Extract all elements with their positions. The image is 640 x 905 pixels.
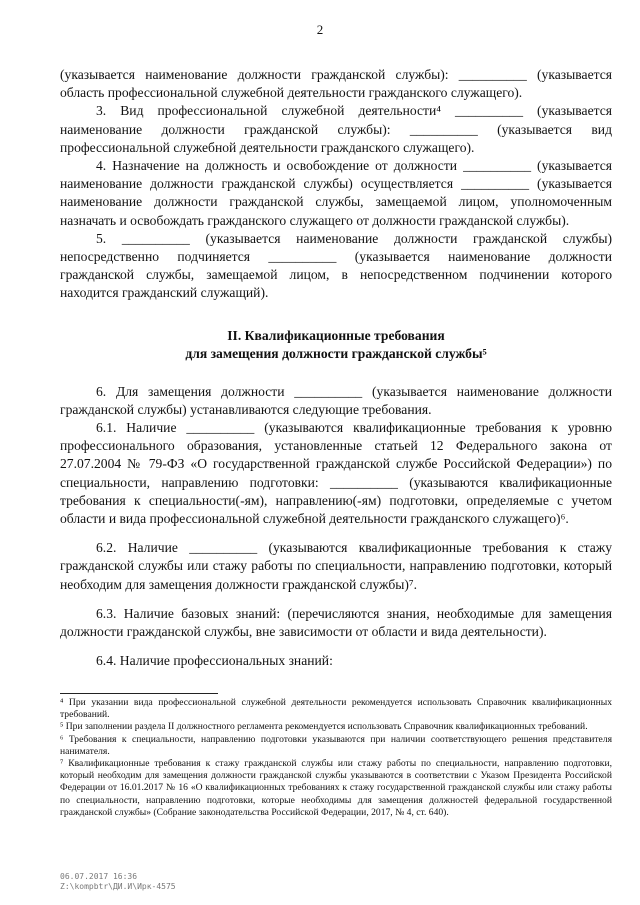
paragraph-5: 5. __________ (указывается наименование должности гражданской службы) непосредственно подчиняется __________ (указывается наименование должности гражданской службы, замещаемой лицом, в непосредственном подчинении которого находится гражданский служащий). — [60, 230, 612, 301]
document-body — [60, 66, 612, 670]
requirement-6-2: 6.2. Наличие __________ (указываются квалификационные требования к стажу гражданской службы или стажу работы по специальности, направлению подготовки, который необходим для замещения должности гражданской службы)⁷. — [60, 540, 612, 592]
footnote-7: ⁷ Квалификационные требования к стажу гражданской службы или стажу работы по специальности, направлению подготовки, который необходим для замещения должности гражданской службы указываются в соответствии с Указом Президента Российской Федерации от 16.01.2017 № 16 «О квалификационных требованиях к стажу государственной гражданской службы или стажу работы по специальности, направлению подготовки, которые необходимы для замещения должностей федеральной государственной гражданской службы» (Собрание законодательства Российской Федерации, 2017, № 4, ст. 640). — [60, 758, 612, 818]
requirement-6-3: 6.3. Наличие базовых знаний: (перечисляются знания, необходимые для замещения должности гражданской службы, вне зависимости от области и вида деятельности). — [60, 605, 612, 640]
section-heading-line-1: II. Квалификационные требования — [227, 327, 445, 343]
section-heading — [60, 327, 612, 363]
footnote-5: ⁵ При заполнении раздела II должностного регламента рекомендуется использовать Справочник квалификационных требований. — [60, 721, 588, 733]
footer-stamp — [60, 872, 176, 892]
footnotes — [60, 693, 612, 819]
page-number: 2 — [316, 22, 324, 37]
paragraph-3: 3. Вид профессиональной служебной деятельности⁴ __________ (указывается наименование должности гражданской службы): __________ (указывается вид профессиональной служебной деятельности гражданского служащего). — [60, 103, 612, 155]
footer-file-path: Z:\kompbtr\ДИ.И\Ирк-4575 — [60, 882, 176, 891]
requirement-6: 6. Для замещения должности __________ (указывается наименование должности гражданской службы) устанавливаются следующие требования. — [60, 383, 612, 417]
paragraph-4: 4. Назначение на должность и освобождение от должности __________ (указывается наименование должности гражданской службы) осуществляется __________ (указывается наименование должности гражданской службы, замещаемой лицом, уполномоченным назначать и освобождать гражданского служащего от должности гражданской службы). — [60, 158, 612, 228]
footnote-6: ⁶ Требования к специальности, направлению подготовки указываются при наличии соответствующего решения представителя нанимателя. — [60, 733, 612, 757]
footer-date: 06.07.2017 16:36 — [60, 872, 138, 881]
footnote-4: ⁴ При указании вида профессиональной служебной деятельности рекомендуется использовать Справочник квалификационных требований. — [60, 697, 612, 721]
requirement-6-1: 6.1. Наличие __________ (указываются квалификационные требования к уровню профессионального образования, установленные статьей 12 Федерального закона от 27.07.2004 № 79-ФЗ «О государственной гражданской службе Российской Федерации») по специальности, направлению подготовки: __________ (указываются квалификационные требования к специальности(-ям), направлению(-ям) подготовки, определяемые с учетом области и вида профессиональной служебной деятельности гражданского служащего)⁶. — [60, 420, 612, 527]
requirement-6-4: 6.4. Наличие профессиональных знаний: — [96, 653, 333, 669]
section-heading-line-2: для замещения должности гражданской службы⁵ — [185, 345, 487, 361]
footnote-divider — [60, 693, 218, 694]
paragraph-continuation: (указывается наименование должности гражданской службы): __________ (указывается область профессиональной служебной деятельности гражданского служащего). — [60, 67, 612, 101]
